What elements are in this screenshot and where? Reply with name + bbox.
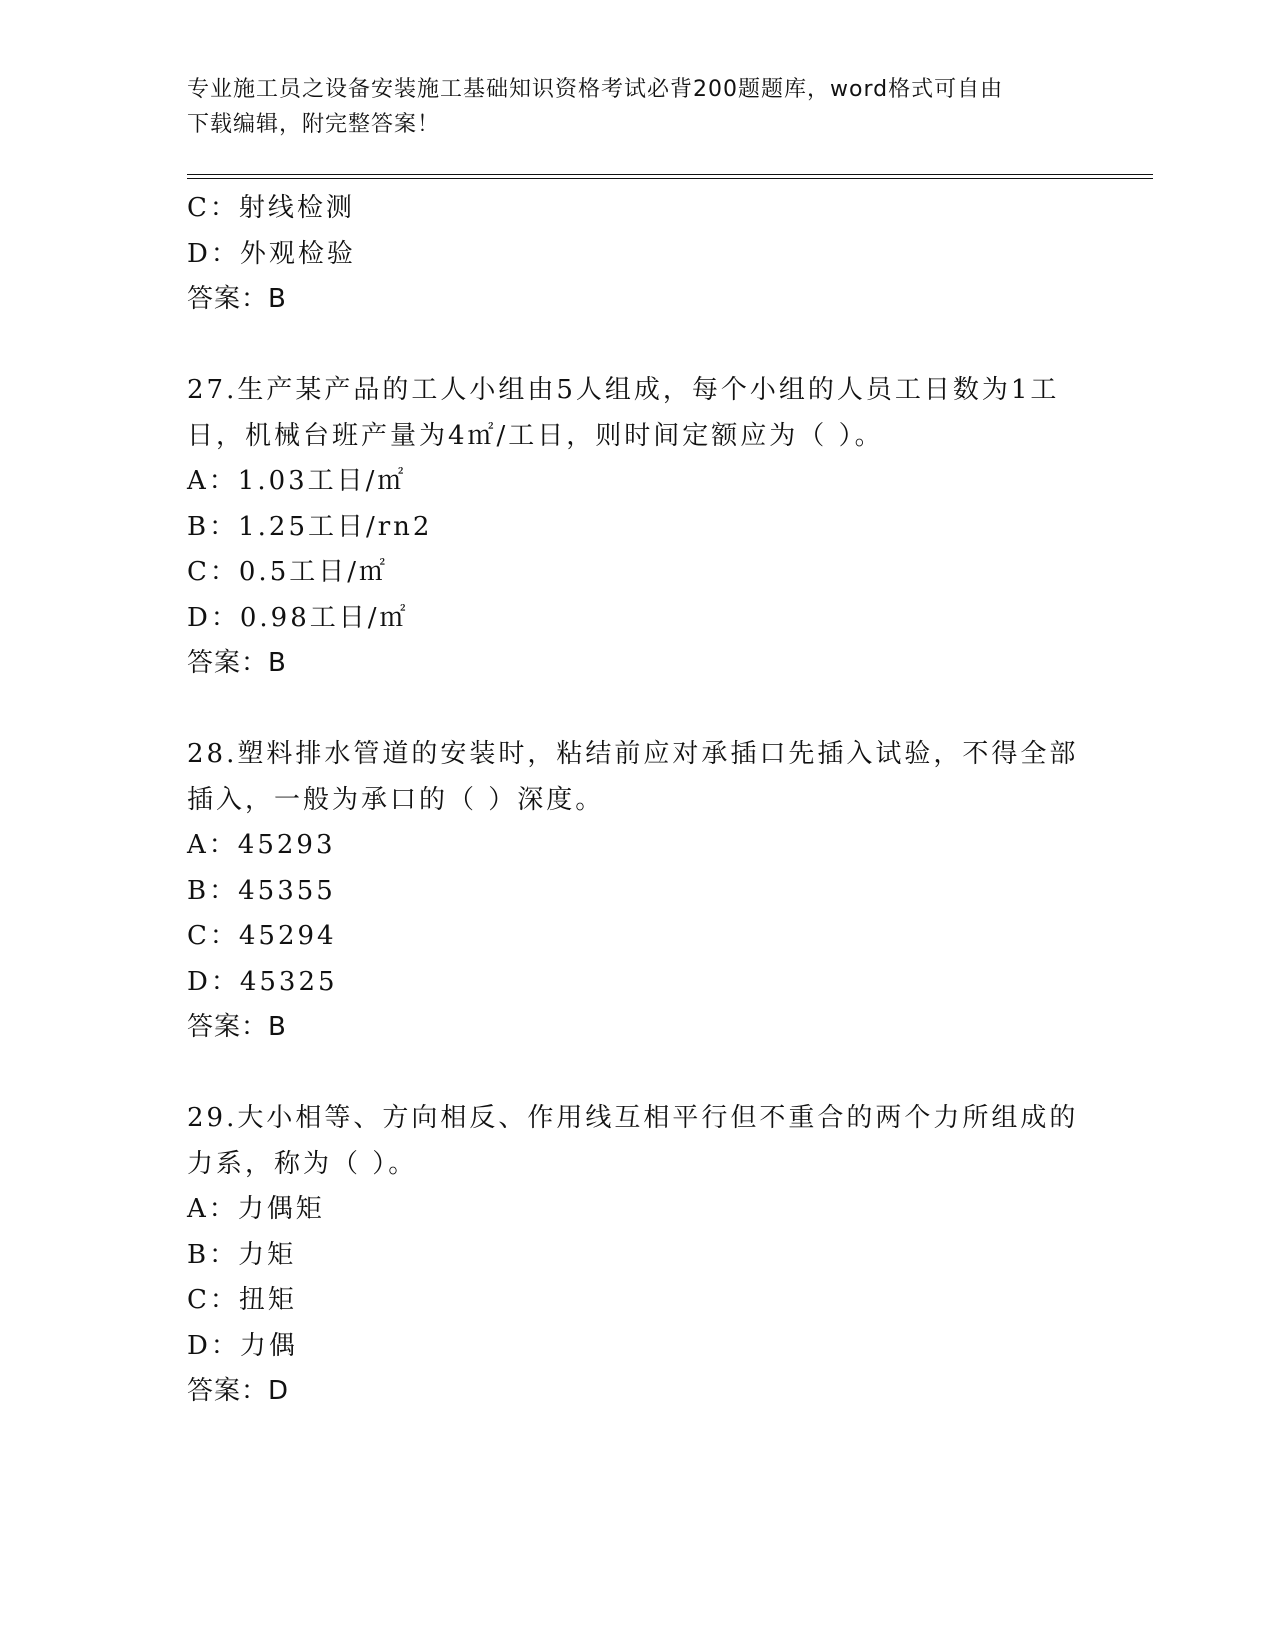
- document-header: [187, 72, 1067, 142]
- question-stem-line: 29.大小相等、方向相反、作用线互相平行但不重合的两个力所组成的: [187, 1103, 1079, 1133]
- option-d: D：0.98工日/㎡: [187, 602, 409, 633]
- header-rule-bottom: [187, 178, 1153, 179]
- option-d: D：外观检验: [187, 238, 356, 269]
- option-d: D：力偶: [187, 1330, 298, 1361]
- option-b: B：力矩: [187, 1239, 297, 1270]
- spacer: [187, 323, 1087, 369]
- spacer: [187, 1051, 1087, 1097]
- option-b: B：45355: [187, 875, 336, 906]
- question-28: [187, 732, 1087, 1051]
- option-b: B：1.25工日/rn2: [187, 511, 433, 542]
- option-a: A：45293: [187, 830, 336, 860]
- option-c: C：扭矩: [187, 1285, 297, 1315]
- question-27: [187, 368, 1087, 687]
- question-stem-line: 日，机械台班产量为4㎡/工日，则时间定额应为（ ）。: [187, 420, 884, 451]
- option-a: A：1.03工日/㎡: [187, 466, 407, 496]
- question-content: [187, 186, 1087, 1415]
- header-rule-top: [187, 174, 1153, 175]
- question-stem-line: 插入，一般为承口的（ ）深度。: [187, 784, 605, 815]
- header-line-1: 专业施工员之设备安装施工基础知识资格考试必背200题题库，word格式可自由: [187, 77, 1004, 102]
- header-line-2: 下载编辑，附完整答案！: [187, 112, 441, 137]
- question-stem-line: 27.生产某产品的工人小组由5人组成，每个小组的人员工日数为1工: [187, 375, 1060, 405]
- answer-line: 答案：D: [187, 1376, 290, 1406]
- answer-line: 答案：B: [187, 284, 287, 314]
- option-a: A：力偶矩: [187, 1194, 325, 1224]
- option-c: C：射线检测: [187, 193, 355, 223]
- option-d: D：45325: [187, 966, 338, 997]
- question-29: [187, 1096, 1087, 1415]
- answer-line: 答案：B: [187, 648, 287, 678]
- option-c: C：45294: [187, 921, 337, 951]
- spacer: [187, 687, 1087, 733]
- question-stem-line: 28.塑料排水管道的安装时，粘结前应对承插口先插入试验，不得全部: [187, 739, 1079, 769]
- answer-line: 答案：B: [187, 1012, 287, 1042]
- question-stem-line: 力系，称为（ ）。: [187, 1148, 418, 1179]
- option-c: C：0.5工日/㎡: [187, 557, 389, 587]
- previous-question: [187, 186, 1087, 323]
